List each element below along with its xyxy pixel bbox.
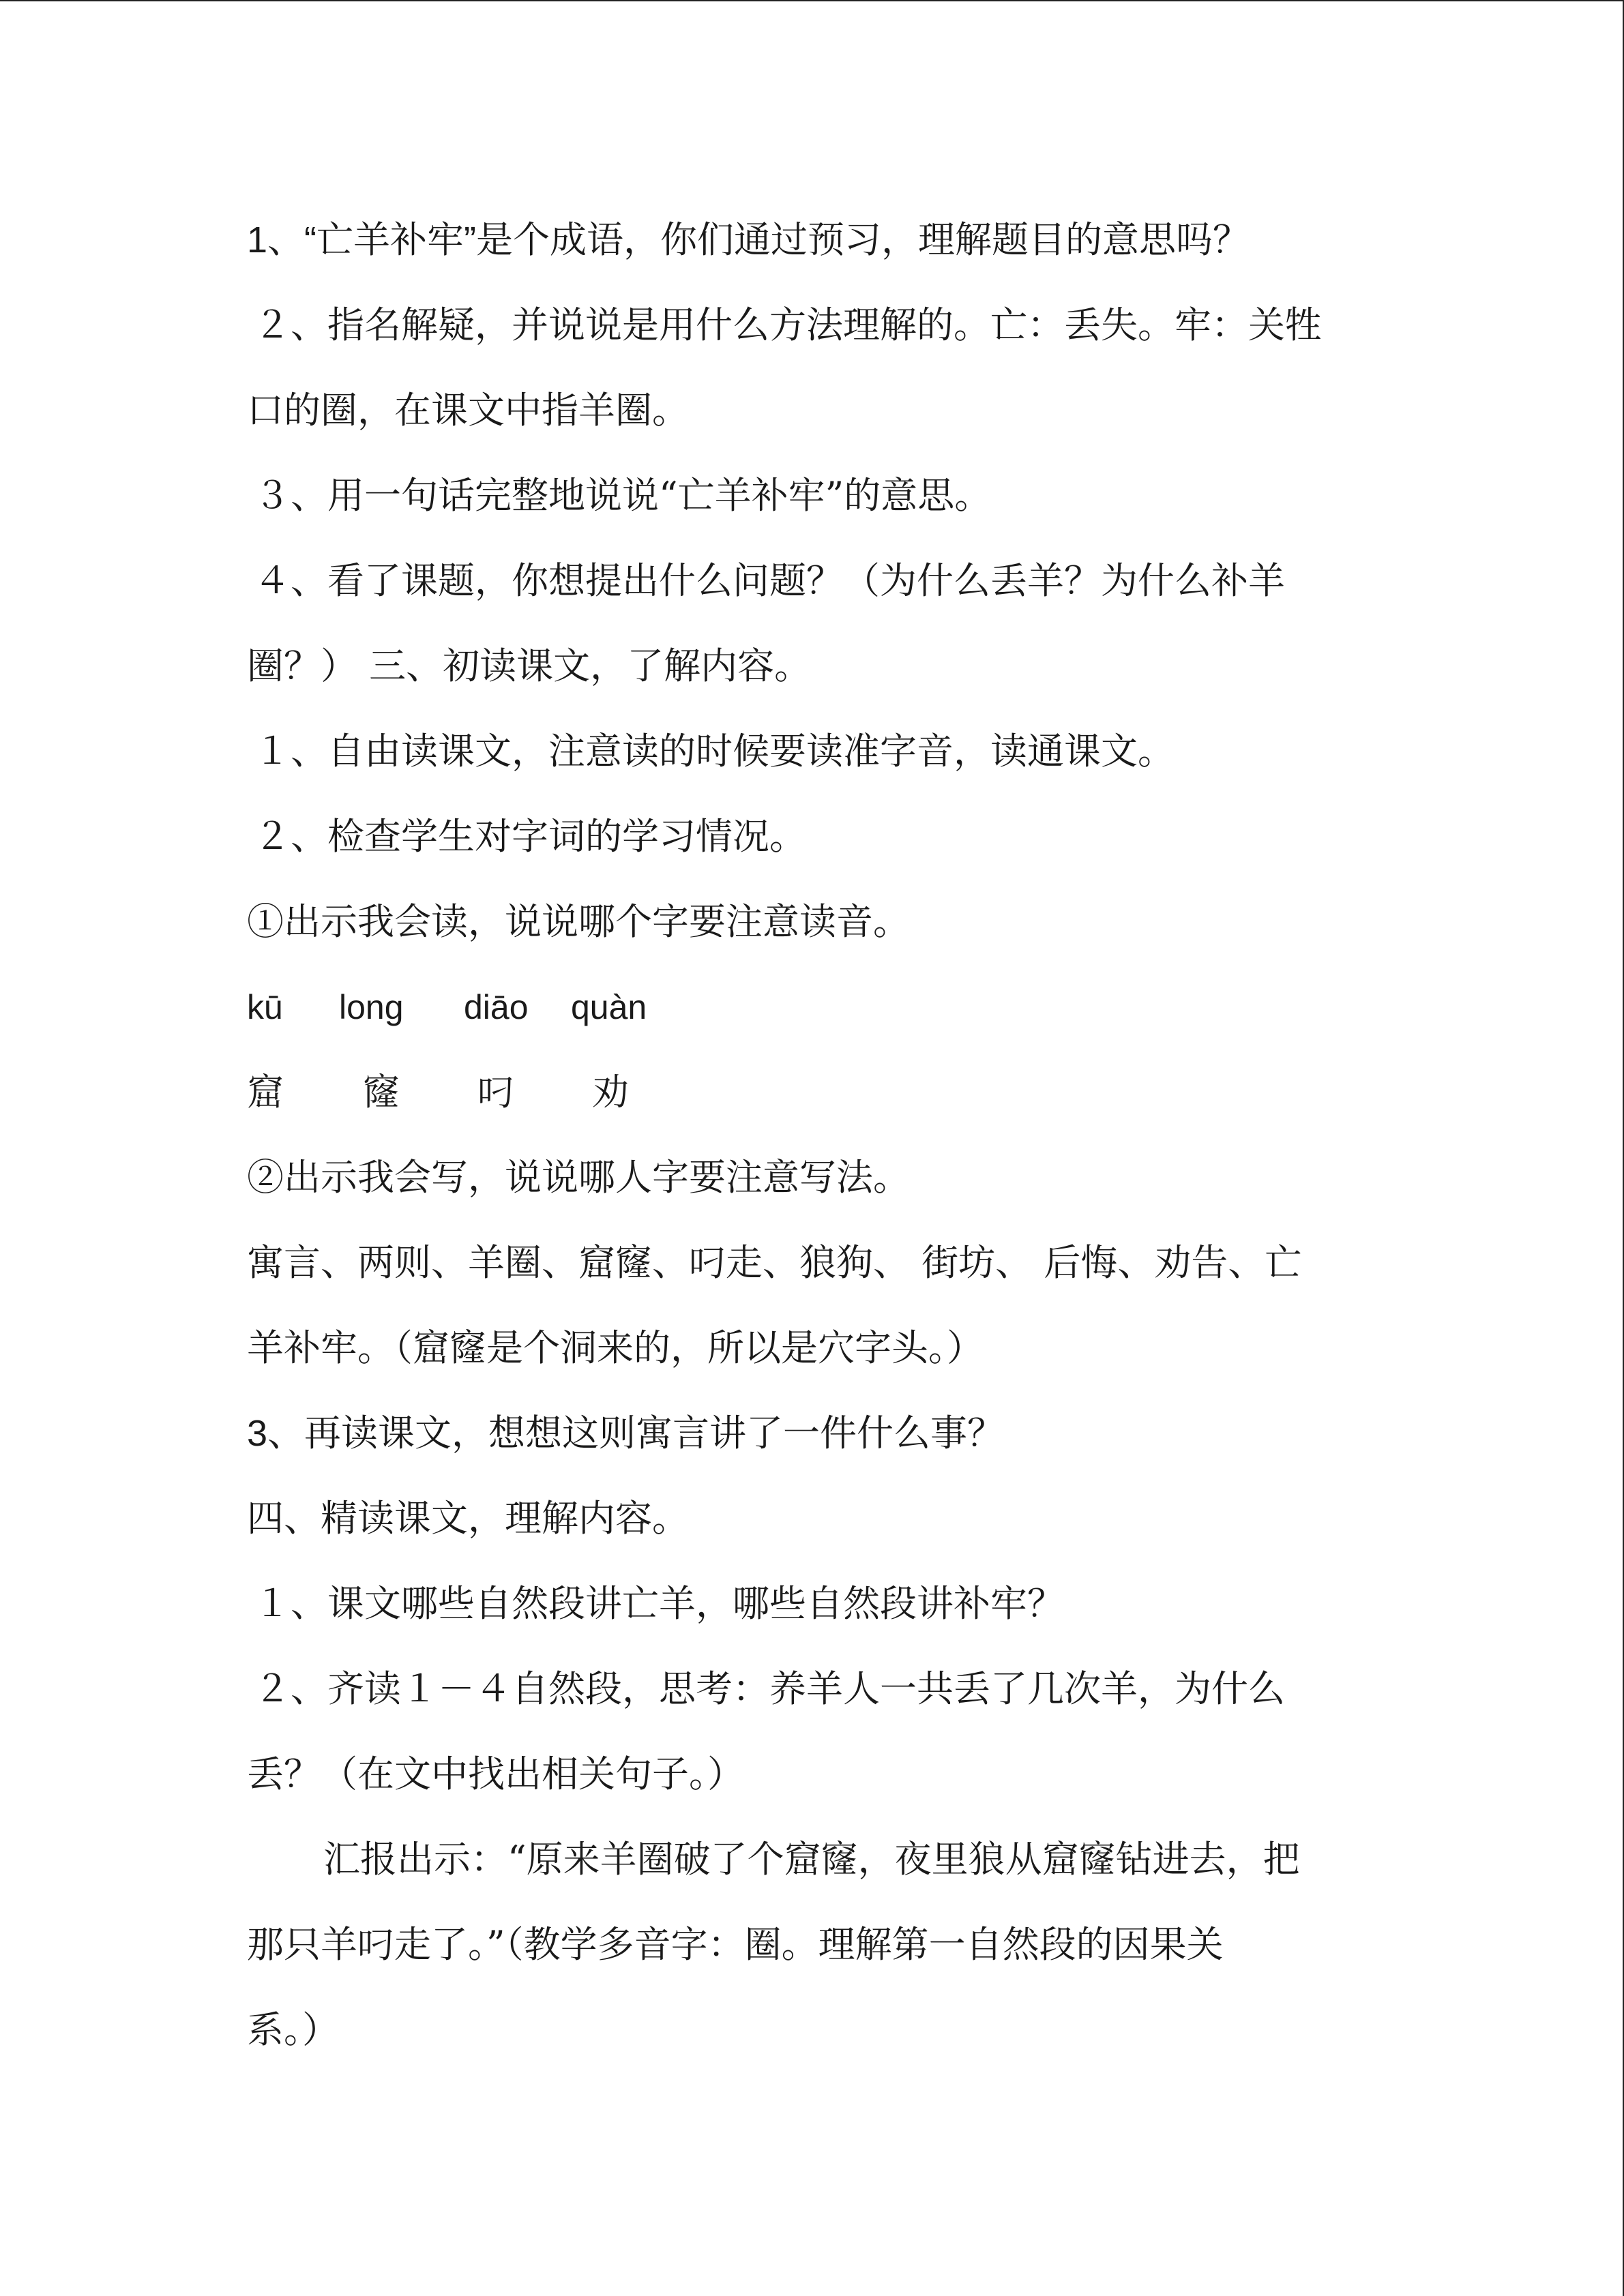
character-item: 窿 [363, 1071, 400, 1114]
text-line: 1、“亡羊补牢”是个成语，你们通过预习，理解题目的意思吗？ [247, 220, 1250, 260]
text-line: １、课文哪些自然段讲亡羊，哪些自然段讲补牢？ [254, 1582, 1064, 1625]
text-line: １、自由读课文，注意读的时候要读准字音，读通课文。 [254, 730, 1175, 773]
text-line: 口的圈，在课文中指羊圈。 [247, 389, 689, 432]
character-item: 叼 [477, 1071, 514, 1114]
text-line: 汇报出示：“原来羊圈破了个窟窿，夜里狼从窟窿钻进去，把 [323, 1838, 1300, 1881]
text-line: 丢？（在文中找出相关句子。） [247, 1753, 744, 1795]
text-line: ②出示我会写，说说哪人字要注意写法。 [247, 1156, 910, 1199]
pinyin-item: kū [247, 988, 283, 1026]
text-line: 系。） [247, 2008, 339, 2051]
text-line: ①出示我会读，说说哪个字要注意读音。 [247, 900, 910, 943]
text-line: ２、齐读１－４自然段，思考：养羊人一共丢了几次羊，为什么 [254, 1667, 1285, 1710]
pinyin-item: diāo [464, 988, 529, 1026]
text-line: ４、看了课题，你想提出什么问题？（为什么丢羊？为什么补羊 [254, 559, 1285, 602]
character-item: 窟 [247, 1071, 284, 1114]
text-line: 羊补牢。（窟窿是个洞来的，所以是穴字头。） [247, 1326, 984, 1369]
text-line: 四、精读课文，理解内容。 [247, 1497, 689, 1540]
text-line: 寓言、两则、羊圈、窟窿、叼走、狼狗、 街坊、 后悔、劝告、亡 [247, 1241, 1302, 1284]
text-line: 圈？） 三、初读课文，了解内容。 [247, 644, 812, 687]
pinyin-item: quàn [571, 988, 647, 1026]
text-line: ２、指名解疑，并说说是用什么方法理解的。亡：丢失。牢：关牲 [254, 303, 1322, 346]
text-line: ３、用一句话完整地说说“亡羊补牢”的意思。 [254, 474, 992, 517]
text-line: 3、再读课文，想想这则寓言讲了一件什么事？ [247, 1413, 1005, 1454]
text-line: 那只羊叼走了。”（教学多音字：圈。理解第一自然段的因果关 [247, 1923, 1224, 1966]
pinyin-item: long [339, 988, 404, 1026]
character-item: 劝 [592, 1071, 629, 1114]
text-line: ２、检查学生对字词的学习情况。 [254, 815, 806, 858]
